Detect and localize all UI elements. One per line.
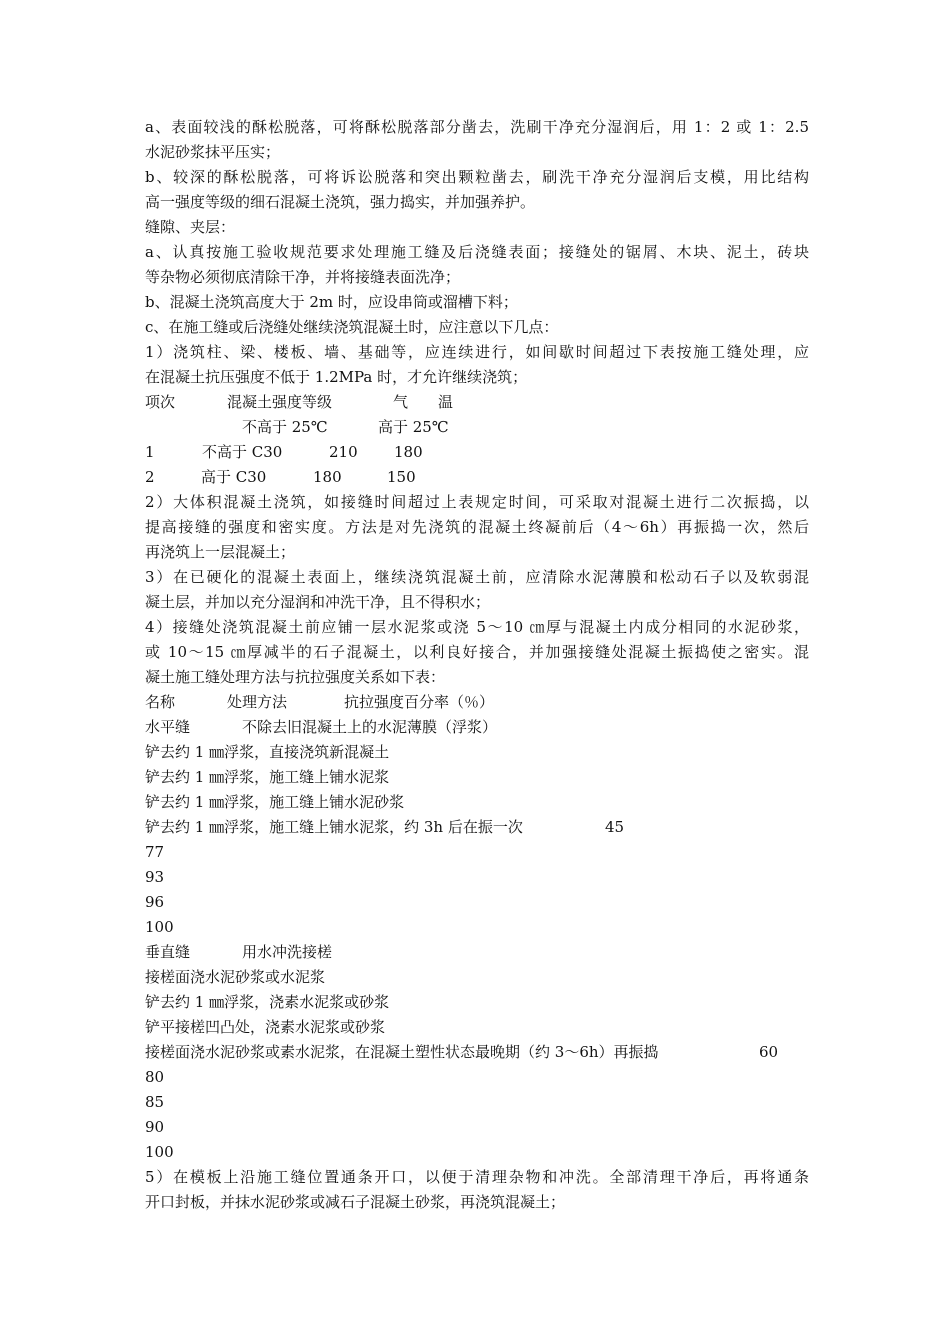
table2-horizontal-value-4: 96 (145, 893, 165, 911)
table1-r2-v1: 180 (313, 468, 342, 486)
paragraph-b1-line2: 高一强度等级的细石混凝土浇筑，强力捣实，并加强养护。 (145, 193, 536, 211)
table2-vertical-method-1: 用水冲洗接槎 (242, 943, 333, 961)
table-row (145, 1040, 809, 1065)
paragraph-5-line2: 开口封板，并抹水泥砂浆或减石子混凝土砂浆，再浇筑混凝土； (145, 1193, 566, 1211)
table2-vertical-name: 垂直缝 (145, 943, 191, 961)
paragraph-b1-line1: b、较深的酥松脱落，可将诉讼脱落和突出颗粒凿去，刷洗干净充分湿润后支模，用比结构 (145, 168, 809, 186)
paragraph-1-line1: 1）浇筑柱、梁、楼板、墙、基础等，应连续进行，如间歇时间超过下表按施工缝处理，应 (145, 343, 809, 361)
table1-subheader-row (145, 415, 809, 440)
table2-vertical-value-1: 60 (759, 1043, 779, 1061)
table-row (145, 940, 809, 965)
table2-vertical-method-4: 铲平接槎凹凸处，浇素水泥浆或砂浆 (145, 1018, 386, 1036)
table2-vertical-method-2: 接槎面浇水泥砂浆或水泥浆 (145, 968, 326, 986)
table2-vertical-value-4: 90 (145, 1118, 165, 1136)
table1-header-wen: 温 (438, 393, 454, 411)
table2-vertical-method-3: 铲去约 1 ㎜浮浆，浇素水泥浆或砂浆 (145, 993, 390, 1011)
paragraph-a1-line1: a、表面较浅的酥松脱落，可将酥松脱落部分凿去，洗刷干净充分湿润后，用 1：2 或 1：2.5 (145, 118, 809, 136)
paragraph-b2: b、混凝土浇筑高度大于 2m 时，应设串筒或溜槽下料； (145, 293, 518, 311)
table2-horizontal-name: 水平缝 (145, 718, 191, 736)
table1-r1-v2: 180 (394, 443, 423, 461)
paragraph-2-line2: 提高接缝的强度和密实度。方法是对先浇筑的混凝土终凝前后（4～6h）再振捣一次，然后 (145, 518, 809, 536)
table2-horizontal-value-3: 93 (145, 868, 165, 886)
table1-r1-no: 1 (145, 443, 155, 461)
paragraph-3-line1: 3）在已硬化的混凝土表面上，继续浇筑混凝土前，应清除水泥薄膜和松动石子以及软弱混 (145, 568, 809, 586)
paragraph-4-line3: 凝土施工缝处理方法与抗拉强度关系如下表： (145, 668, 446, 686)
paragraph-5-line1: 5）在模板上沿施工缝位置通条开口，以便于清理杂物和冲洗。全部清理干净后，再将通条 (145, 1168, 809, 1186)
table2-vertical-value-5: 100 (145, 1143, 174, 1161)
table2-vertical-value-3: 85 (145, 1093, 165, 1111)
table1-r2-v2: 150 (387, 468, 416, 486)
section-heading-gaps: 缝隙、夹层： (145, 218, 236, 236)
table2-header-row (145, 690, 809, 715)
table-row (145, 715, 809, 740)
table1-header-grade: 混凝土强度等级 (227, 393, 333, 411)
table2-vertical-method-5: 接槎面浇水泥砂浆或素水泥浆，在混凝土塑性状态最晚期（约 3～6h）再振捣 (145, 1043, 659, 1061)
table2-horizontal-method-4: 铲去约 1 ㎜浮浆，施工缝上铺水泥砂浆 (145, 793, 405, 811)
table1-subheader-high: 高于 25℃ (378, 418, 449, 436)
table2-header-pct: 抗拉强度百分率（％） (344, 693, 495, 711)
paragraph-a1-line2: 水泥砂浆抹平压实； (145, 143, 281, 161)
paragraph-2-line1: 2）大体积混凝土浇筑，如接缝时间超过上表规定时间，可采取对混凝土进行二次振捣，以 (145, 493, 809, 511)
table2-vertical-value-2: 80 (145, 1068, 165, 1086)
table1-header-qi: 气 (393, 393, 409, 411)
table1-header-row (145, 390, 809, 415)
table2-horizontal-value-1: 45 (605, 818, 625, 836)
table2-horizontal-value-5: 100 (145, 918, 174, 936)
paragraph-3-line2: 凝土层，并加以充分湿润和冲洗干净，且不得积水； (145, 593, 491, 611)
paragraph-c2: c、在施工缝或后浇缝处继续浇筑混凝土时，应注意以下几点： (145, 318, 559, 336)
table1-r1-v1: 210 (329, 443, 358, 461)
table2-horizontal-method-5: 铲去约 1 ㎜浮浆，施工缝上铺水泥浆，约 3h 后在振一次 (145, 818, 523, 836)
table-row (145, 465, 809, 490)
table2-header-method: 处理方法 (227, 693, 288, 711)
paragraph-2-line3: 再浇筑上一层混凝土； (145, 543, 296, 561)
table-row (145, 815, 809, 840)
table2-header-name: 名称 (145, 693, 176, 711)
table2-horizontal-method-1: 不除去旧混凝土上的水泥薄膜（浮浆） (242, 718, 498, 736)
table2-horizontal-value-2: 77 (145, 843, 165, 861)
paragraph-a2-line2: 等杂物必须彻底清除干净，并将接缝表面洗净； (145, 268, 461, 286)
table2-horizontal-method-3: 铲去约 1 ㎜浮浆，施工缝上铺水泥浆 (145, 768, 390, 786)
paragraph-4-line1: 4）接缝处浇筑混凝土前应铺一层水泥浆或浇 5～10 ㎝厚与混凝土内成分相同的水泥砂浆， (145, 618, 809, 636)
document-body (145, 115, 809, 1215)
table1-r2-grade: 高于 C30 (201, 468, 267, 486)
paragraph-a2-line1: a、认真按施工验收规范要求处理施工缝及后浇缝表面；接缝处的锯屑、木块、泥土，砖块 (145, 243, 809, 261)
table1-r1-grade: 不高于 C30 (202, 443, 283, 461)
table-row (145, 440, 809, 465)
table2-horizontal-method-2: 铲去约 1 ㎜浮浆，直接浇筑新混凝土 (145, 743, 390, 761)
paragraph-1-line2: 在混凝土抗压强度不低于 1.2MPa 时，才允许继续浇筑； (145, 368, 528, 386)
table1-header-item: 项次 (145, 393, 176, 411)
table1-subheader-low: 不高于 25℃ (242, 418, 328, 436)
paragraph-4-line2: 或 10～15 ㎝厚减半的石子混凝土，以利良好接合，并加强接缝处混凝土振捣使之密实。混 (145, 643, 809, 661)
table1-r2-no: 2 (145, 468, 155, 486)
